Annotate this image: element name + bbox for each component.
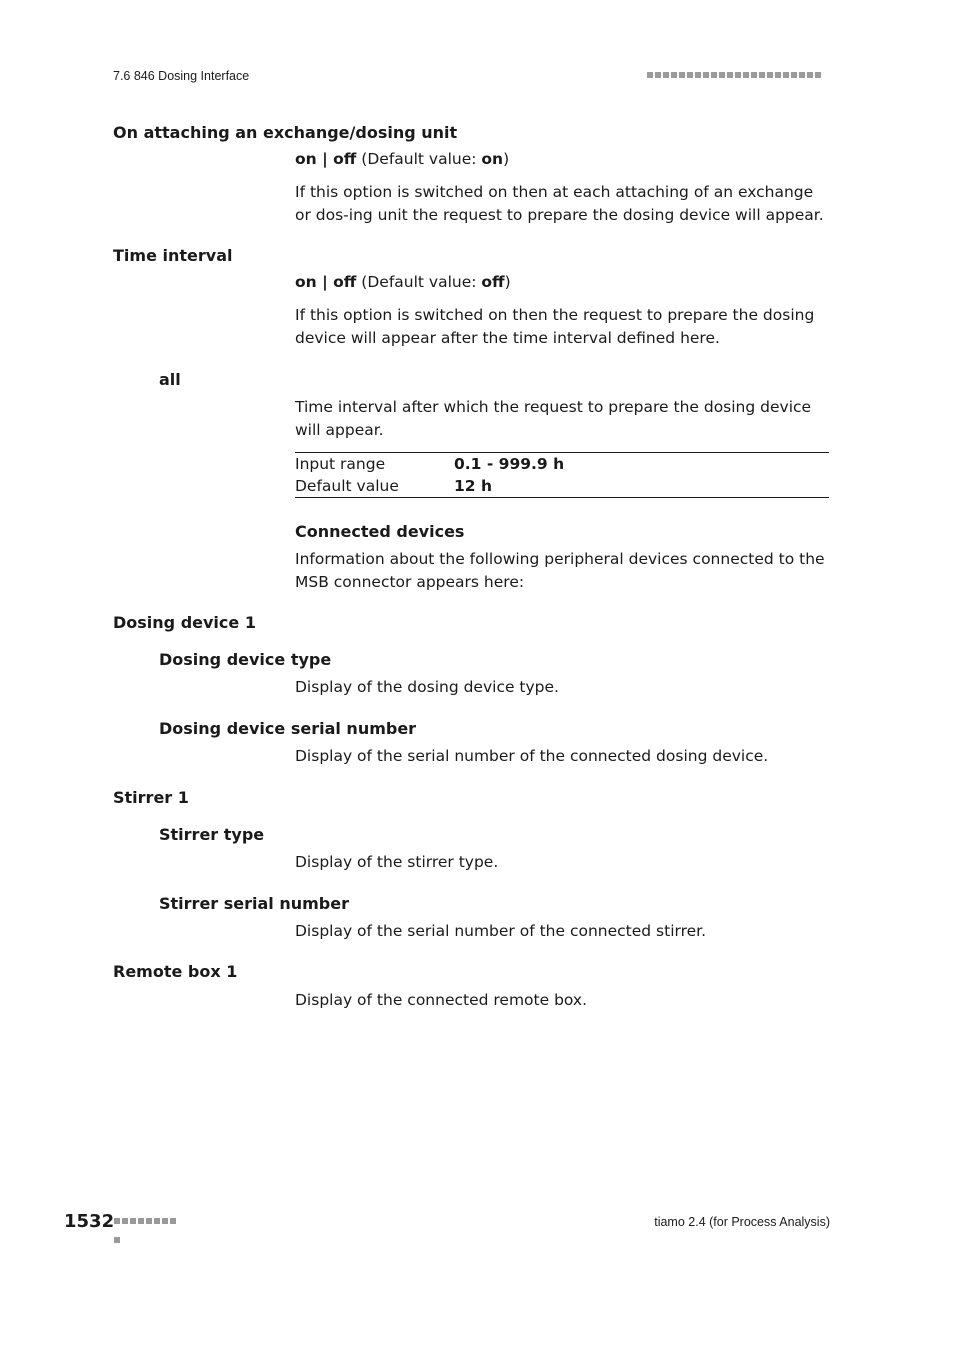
decor-square <box>114 1218 120 1224</box>
decor-square <box>719 72 725 78</box>
default-suffix: ) <box>503 150 510 168</box>
table-row <box>295 475 829 497</box>
table-value: 0.1 - 999.9 h <box>454 455 565 473</box>
default-suffix: ) <box>504 273 511 291</box>
decor-square <box>695 72 701 78</box>
product-name: tiamo 2.4 (for Process Analysis) <box>654 1215 830 1229</box>
decor-square <box>783 72 789 78</box>
heading-connected-devices: Connected devices <box>295 522 465 541</box>
option-off: off <box>333 150 357 168</box>
heading-time-interval: Time interval <box>113 246 233 265</box>
option-on: on <box>295 273 317 291</box>
decor-square <box>114 1237 120 1243</box>
options-attach <box>295 150 509 168</box>
decor-square <box>759 72 765 78</box>
desc-attach: If this option is switched on then at each attaching of an exchange or dos-ing unit the request to prepare the dosing device will appear. <box>295 183 824 224</box>
desc-time-interval: If this option is switched on then the request to prepare the dosing device will appear after the time interval defined here. <box>295 306 815 347</box>
decor-square <box>679 72 685 78</box>
default-prefix: (Default value: <box>356 273 482 291</box>
table-row <box>295 453 829 475</box>
heading-attach: On attaching an exchange/dosing unit <box>113 123 458 142</box>
header-decoration <box>647 72 829 79</box>
decor-square <box>807 72 813 78</box>
option-separator: | <box>316 273 334 291</box>
table-key: Default value <box>295 477 399 495</box>
decor-square <box>743 72 749 78</box>
desc-connected-devices: Information about the following peripheral devices connected to the MSB connector appears here: <box>295 550 825 591</box>
desc-dosing-device-serial: Display of the serial number of the connected dosing device. <box>295 747 769 765</box>
default-value: off <box>481 273 505 291</box>
decor-square <box>146 1218 152 1224</box>
desc-remote-box: Display of the connected remote box. <box>295 991 588 1009</box>
decor-square <box>799 72 805 78</box>
footer-decoration <box>114 1218 184 1225</box>
decor-square <box>727 72 733 78</box>
decor-square <box>775 72 781 78</box>
heading-stirrer-serial: Stirrer serial number <box>159 894 349 913</box>
heading-stirrer: Stirrer 1 <box>113 788 189 807</box>
option-on: on <box>295 150 317 168</box>
default-value: on <box>481 150 504 168</box>
decor-square <box>703 72 709 78</box>
table-value: 12 h <box>454 477 493 495</box>
heading-dosing-device-serial: Dosing device serial number <box>159 719 417 738</box>
heading-dosing-device-type: Dosing device type <box>159 650 332 669</box>
desc-stirrer-type: Display of the stirrer type. <box>295 853 499 871</box>
decor-square <box>130 1218 136 1224</box>
decor-square <box>751 72 757 78</box>
heading-all: all <box>159 370 181 389</box>
decor-square <box>138 1218 144 1224</box>
heading-dosing-device: Dosing device 1 <box>113 613 256 632</box>
heading-remote-box: Remote box 1 <box>113 962 238 981</box>
heading-stirrer-type: Stirrer type <box>159 825 265 844</box>
decor-square <box>122 1218 128 1224</box>
option-off: off <box>333 273 357 291</box>
decor-square <box>671 72 677 78</box>
table-key: Input range <box>295 455 386 473</box>
decor-square <box>647 72 653 78</box>
decor-square <box>170 1218 176 1224</box>
decor-square <box>655 72 661 78</box>
option-separator: | <box>316 150 334 168</box>
desc-dosing-device-type: Display of the dosing device type. <box>295 678 559 696</box>
options-time-interval <box>295 273 511 291</box>
desc-all: Time interval after which the request to prepare the dosing device will appear. <box>295 398 812 439</box>
decor-square <box>162 1218 168 1224</box>
decor-square <box>687 72 693 78</box>
running-header: 7.6 846 Dosing Interface <box>113 69 250 83</box>
decor-square <box>663 72 669 78</box>
parameter-table <box>295 452 829 498</box>
decor-square <box>767 72 773 78</box>
decor-square <box>735 72 741 78</box>
decor-square <box>791 72 797 78</box>
decor-square <box>154 1218 160 1224</box>
desc-stirrer-serial: Display of the serial number of the connected stirrer. <box>295 922 707 940</box>
decor-square <box>711 72 717 78</box>
default-prefix: (Default value: <box>356 150 482 168</box>
decor-square <box>815 72 821 78</box>
page-number: 1532 <box>64 1211 115 1232</box>
